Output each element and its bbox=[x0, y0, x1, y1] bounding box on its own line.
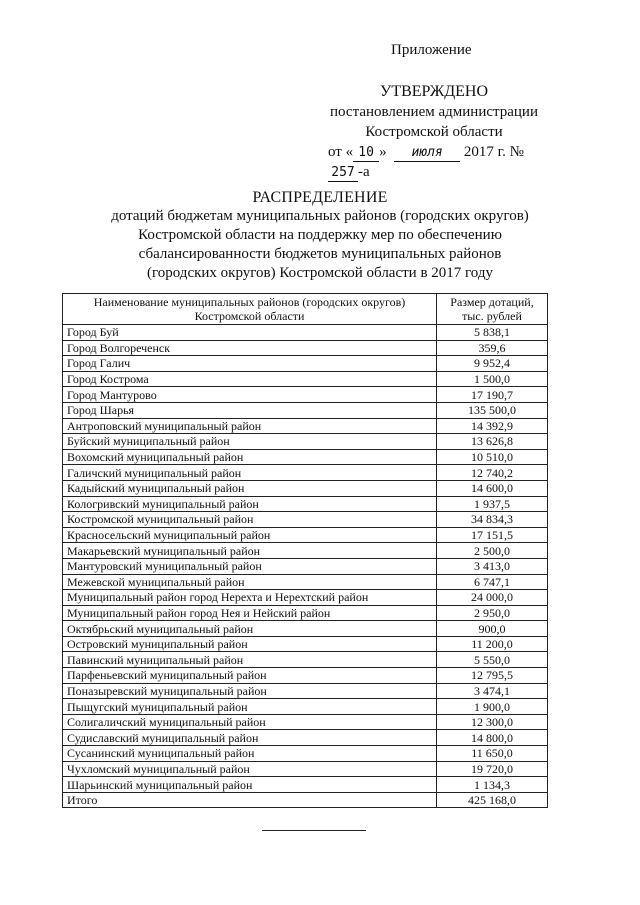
cell-district-name: Октябрьский муниципальный район bbox=[63, 621, 437, 637]
table-row bbox=[63, 574, 548, 590]
table-row bbox=[63, 527, 548, 543]
heading-line-3: сбалансированности бюджетов муниципальных районов bbox=[138, 246, 502, 262]
table-row bbox=[63, 621, 548, 637]
table-row bbox=[63, 340, 548, 356]
cell-amount: 13 626,8 bbox=[437, 434, 548, 450]
cell-district-name: Павинский муниципальный район bbox=[63, 652, 437, 668]
cell-district-name: Парфеньевский муниципальный район bbox=[63, 668, 437, 684]
table-row bbox=[63, 496, 548, 512]
cell-amount: 14 600,0 bbox=[437, 480, 548, 496]
cell-amount: 24 000,0 bbox=[437, 590, 548, 606]
cell-district-name: Итого bbox=[63, 792, 437, 808]
table-header-row bbox=[63, 294, 548, 325]
cell-amount: 425 168,0 bbox=[437, 792, 548, 808]
distribution-table bbox=[62, 293, 548, 808]
cell-amount: 1 937,5 bbox=[437, 496, 548, 512]
column-header-name: Наименование муниципальных районов (городских округов) Костромской области bbox=[63, 294, 437, 325]
table-row bbox=[63, 636, 548, 652]
heading-line-1: дотаций бюджетам муниципальных районов (городских округов) bbox=[111, 208, 529, 224]
cell-amount: 900,0 bbox=[437, 621, 548, 637]
cell-amount: 12 795,5 bbox=[437, 668, 548, 684]
annex-label: Приложение bbox=[391, 42, 472, 58]
table-row bbox=[63, 543, 548, 559]
cell-district-name: Солигаличский муниципальный район bbox=[63, 714, 437, 730]
table-row bbox=[63, 668, 548, 684]
cell-amount: 17 151,5 bbox=[437, 527, 548, 543]
approval-block bbox=[328, 82, 540, 182]
cell-district-name: Муниципальный район город Нея и Нейский район bbox=[63, 605, 437, 621]
cell-district-name: Город Мантурово bbox=[63, 387, 437, 403]
table-row bbox=[63, 652, 548, 668]
cell-amount: 3 413,0 bbox=[437, 558, 548, 574]
table-row bbox=[63, 777, 548, 793]
cell-district-name: Кологривский муниципальный район bbox=[63, 496, 437, 512]
cell-district-name: Муниципальный район город Нерехта и Нерехтский район bbox=[63, 590, 437, 606]
cell-district-name: Межевской муниципальный район bbox=[63, 574, 437, 590]
cell-district-name: Буйский муниципальный район bbox=[63, 434, 437, 450]
order-month: июля bbox=[394, 145, 460, 162]
order-date-line bbox=[328, 142, 540, 182]
cell-amount: 14 392,9 bbox=[437, 418, 548, 434]
table-row bbox=[63, 434, 548, 450]
cell-amount: 5 838,1 bbox=[437, 325, 548, 341]
cell-district-name: Вохомский муниципальный район bbox=[63, 449, 437, 465]
table-row bbox=[63, 590, 548, 606]
cell-amount: 34 834,3 bbox=[437, 512, 548, 528]
order-suffix: -а bbox=[358, 164, 370, 180]
cell-district-name: Город Шарья bbox=[63, 402, 437, 418]
cell-district-name: Чухломский муниципальный район bbox=[63, 761, 437, 777]
cell-district-name: Город Буй bbox=[63, 325, 437, 341]
approval-line-2: Костромской области bbox=[365, 124, 503, 140]
cell-district-name: Поназыревский муниципальный район bbox=[63, 683, 437, 699]
cell-amount: 3 474,1 bbox=[437, 683, 548, 699]
approval-line-1: постановлением администрации bbox=[330, 104, 538, 120]
table-row bbox=[63, 325, 548, 341]
table-row bbox=[63, 714, 548, 730]
cell-district-name: Город Галич bbox=[63, 356, 437, 372]
cell-district-name: Кадыйский муниципальный район bbox=[63, 480, 437, 496]
table-row bbox=[63, 699, 548, 715]
cell-district-name: Галичский муниципальный район bbox=[63, 465, 437, 481]
table-row bbox=[63, 761, 548, 777]
cell-amount: 11 650,0 bbox=[437, 746, 548, 762]
cell-amount: 1 900,0 bbox=[437, 699, 548, 715]
table-row bbox=[63, 371, 548, 387]
order-quote-close: » bbox=[379, 144, 387, 160]
document-heading bbox=[80, 188, 560, 283]
table-row bbox=[63, 402, 548, 418]
table-row bbox=[63, 512, 548, 528]
cell-amount: 135 500,0 bbox=[437, 402, 548, 418]
cell-amount: 10 510,0 bbox=[437, 449, 548, 465]
table-row bbox=[63, 558, 548, 574]
cell-amount: 12 740,2 bbox=[437, 465, 548, 481]
table-body bbox=[63, 325, 548, 808]
cell-district-name: Судиславский муниципальный район bbox=[63, 730, 437, 746]
heading-line-2: Костромской области на поддержку мер по обеспечению bbox=[138, 227, 502, 243]
order-number: 257 bbox=[328, 165, 358, 182]
cell-district-name: Пыщугский муниципальный район bbox=[63, 699, 437, 715]
closing-line bbox=[262, 830, 366, 831]
order-year: 2017 г. № bbox=[463, 144, 524, 160]
cell-district-name: Город Волгореченск bbox=[63, 340, 437, 356]
cell-district-name: Антроповский муниципальный район bbox=[63, 418, 437, 434]
table-row bbox=[63, 418, 548, 434]
heading-line-4: (городских округов) Костромской области в 2017 году bbox=[146, 265, 494, 281]
cell-amount: 2 950,0 bbox=[437, 605, 548, 621]
cell-amount: 9 952,4 bbox=[437, 356, 548, 372]
cell-district-name: Город Кострома bbox=[63, 371, 437, 387]
table-row bbox=[63, 387, 548, 403]
table-row bbox=[63, 605, 548, 621]
approval-title: УТВЕРЖДЕНО bbox=[379, 83, 488, 100]
table-row bbox=[63, 683, 548, 699]
order-day: 10 bbox=[353, 145, 379, 162]
document-title: РАСПРЕДЕЛЕНИЕ bbox=[252, 189, 388, 206]
cell-amount: 14 800,0 bbox=[437, 730, 548, 746]
cell-district-name: Костромской муниципальный район bbox=[63, 512, 437, 528]
cell-amount: 6 747,1 bbox=[437, 574, 548, 590]
table-row bbox=[63, 746, 548, 762]
cell-district-name: Мантуровский муниципальный район bbox=[63, 558, 437, 574]
cell-amount: 5 550,0 bbox=[437, 652, 548, 668]
order-prefix: от « bbox=[328, 144, 354, 160]
table-total-row bbox=[63, 792, 548, 808]
table-row bbox=[63, 356, 548, 372]
table-row bbox=[63, 480, 548, 496]
cell-amount: 2 500,0 bbox=[437, 543, 548, 559]
cell-district-name: Шарьинский муниципальный район bbox=[63, 777, 437, 793]
cell-amount: 359,6 bbox=[437, 340, 548, 356]
table-row bbox=[63, 449, 548, 465]
cell-district-name: Сусанинский муниципальный район bbox=[63, 746, 437, 762]
cell-district-name: Красносельский муниципальный район bbox=[63, 527, 437, 543]
cell-amount: 19 720,0 bbox=[437, 761, 548, 777]
cell-district-name: Островский муниципальный район bbox=[63, 636, 437, 652]
column-header-amount: Размер дотаций, тыс. рублей bbox=[437, 294, 548, 325]
cell-amount: 11 200,0 bbox=[437, 636, 548, 652]
cell-amount: 1 500,0 bbox=[437, 371, 548, 387]
cell-amount: 1 134,3 bbox=[437, 777, 548, 793]
cell-amount: 17 190,7 bbox=[437, 387, 548, 403]
cell-amount: 12 300,0 bbox=[437, 714, 548, 730]
table-row bbox=[63, 730, 548, 746]
table-row bbox=[63, 465, 548, 481]
cell-district-name: Макарьевский муниципальный район bbox=[63, 543, 437, 559]
